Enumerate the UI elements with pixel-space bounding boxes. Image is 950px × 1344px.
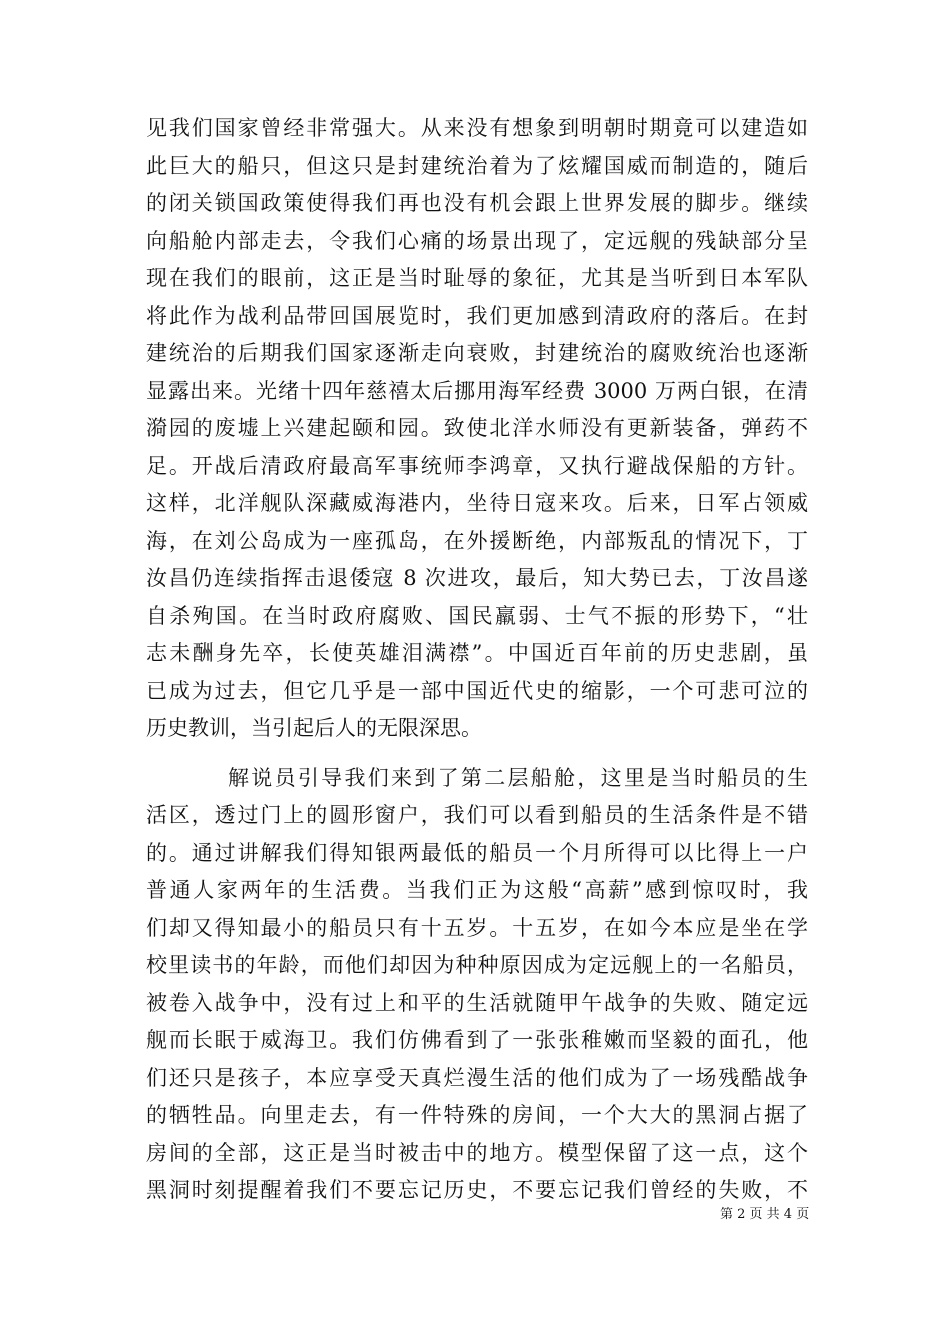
text-line: 向船舱内部走去，令我们心痛的场景出现了，定远舰的残缺部分呈 xyxy=(146,228,808,253)
text-line: 普通人家两年的生活费。当我们正为这般“高薪”感到惊叹时，我 xyxy=(146,878,808,902)
text-line: 已成为过去，但它几乎是一部中国近代史的缩影，一个可悲可泣的 xyxy=(146,678,808,703)
text-line: 将此作为战利品带回国展览时，我们更加感到清政府的落后。在封 xyxy=(146,303,808,328)
text-line: 们却又得知最小的船员只有十五岁。十五岁，在如今本应是坐在学 xyxy=(146,915,808,940)
text-line: 活区，透过门上的圆形窗户，我们可以看到船员的生活条件是不错 xyxy=(146,803,808,827)
text-line: 汝昌仍连续指挥击退倭寇 8 次进攻，最后，知大势已去，丁汝昌遂 xyxy=(146,566,808,590)
text-line: 志未酬身先卒，长使英雄泪满襟”。中国近百年前的历史悲剧，虽 xyxy=(146,641,808,665)
text-line: 被卷入战争中，没有过上和平的生活就随甲午战争的失败、随定远 xyxy=(146,990,808,1015)
text-line: 现在我们的眼前，这正是当时耻辱的象征，尤其是当听到日本军队 xyxy=(146,266,808,290)
text-line: 们还只是孩子，本应享受天真烂漫生活的他们成为了一场残酷战争 xyxy=(146,1065,808,1090)
text-line: 房间的全部，这正是当时被击中的地方。模型保留了这一点，这个 xyxy=(146,1140,808,1165)
text-line: 显露出来。光绪十四年慈禧太后挪用海军经费 3000 万两白银，在清 xyxy=(146,378,808,403)
paragraph-1 xyxy=(146,110,808,748)
text-line: 这样，北洋舰队深藏威海港内，坐待日寇来攻。后来，日军占领威 xyxy=(146,491,808,515)
text-line: 校里读书的年龄，而他们却因为种种原因成为定远舰上的一名船员， xyxy=(146,953,808,977)
text-line: 海，在刘公岛成为一座孤岛，在外援断绝，内部叛乱的情况下，丁 xyxy=(146,528,808,553)
text-line: 解说员引导我们来到了第二层船舱，这里是当时船员的生 xyxy=(228,765,808,790)
paragraph-2 xyxy=(146,760,808,1210)
text-line: 历史教训，当引起后人的无限深思。 xyxy=(146,716,482,740)
text-line: 黑洞时刻提醒着我们不要忘记历史，不要忘记我们曾经的失败，不 xyxy=(146,1178,808,1202)
text-line: 自杀殉国。在当时政府腐败、国民羸弱、士气不振的形势下，“壮 xyxy=(146,603,808,628)
text-line: 见我们国家曾经非常强大。从来没有想象到明朝时期竟可以建造如 xyxy=(146,116,808,140)
page-number-footer: 第 2 页 共 4 页 xyxy=(720,1207,810,1222)
text-line: 的牺牲品。向里走去，有一件特殊的房间，一个大大的黑洞占据了 xyxy=(146,1103,808,1127)
text-line: 此巨大的船只，但这只是封建统治着为了炫耀国威而制造的，随后 xyxy=(146,153,808,178)
text-line: 足。开战后清政府最高军事统师李鸿章，又执行避战保船的方针。 xyxy=(146,453,808,478)
body-text xyxy=(146,110,808,1210)
text-line: 漪园的废墟上兴建起颐和园。致使北洋水师没有更新装备，弹药不 xyxy=(146,416,808,440)
text-line: 舰而长眠于威海卫。我们仿佛看到了一张张稚嫩而坚毅的面孔，他 xyxy=(146,1028,808,1052)
paragraph-spacer xyxy=(146,748,808,760)
text-line: 的。通过讲解我们得知银两最低的船员一个月所得可以比得上一户 xyxy=(146,840,808,865)
text-line: 的闭关锁国政策使得我们再也没有机会跟上世界发展的脚步。继续 xyxy=(146,191,808,215)
text-line: 建统治的后期我们国家逐渐走向衰败，封建统治的腐败统治也逐渐 xyxy=(146,341,808,365)
